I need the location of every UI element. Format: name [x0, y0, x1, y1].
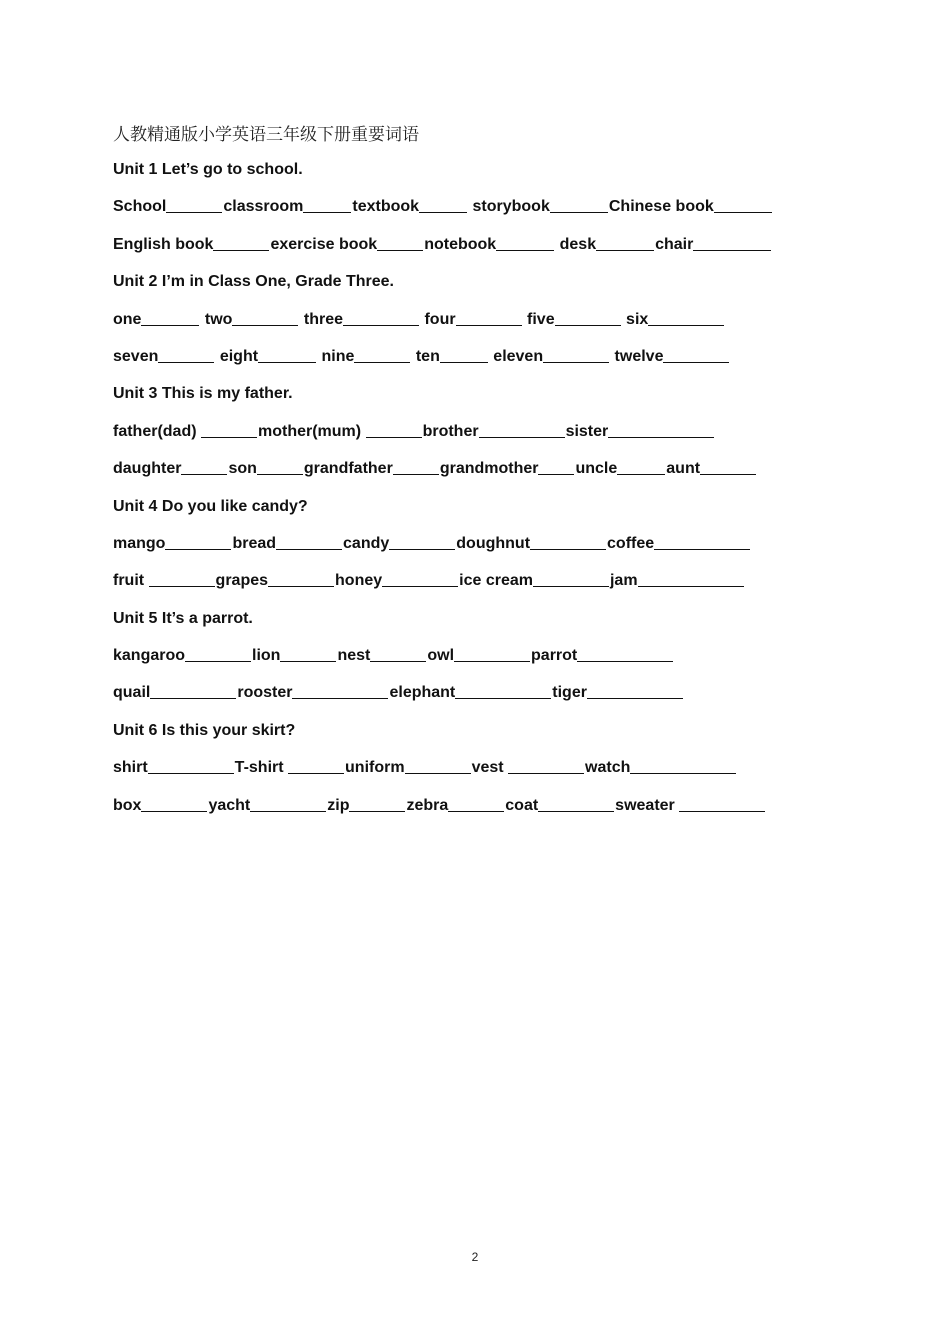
answer-blank[interactable] — [543, 346, 609, 363]
vocabulary-word: kangaroo — [113, 647, 186, 665]
vocabulary-word: textbook — [352, 198, 420, 216]
answer-blank[interactable] — [596, 234, 654, 251]
vocabulary-word: son — [228, 460, 257, 478]
answer-blank[interactable] — [158, 346, 214, 363]
vocabulary-word: coffee — [607, 534, 655, 552]
vocabulary-word: grandmother — [439, 460, 539, 478]
answer-blank[interactable] — [608, 421, 714, 438]
answer-blank[interactable] — [303, 196, 351, 213]
vocabulary-word: five — [522, 310, 555, 328]
vocabulary-word: shirt — [113, 759, 148, 777]
vocabulary-word: grapes — [215, 572, 269, 590]
answer-blank[interactable] — [405, 757, 471, 774]
vocabulary-word: box — [113, 796, 142, 814]
vocabulary-word: elephant — [389, 684, 456, 702]
vocabulary-word: twelve — [610, 347, 664, 365]
vocabulary-word: School — [113, 198, 167, 216]
answer-blank[interactable] — [496, 234, 554, 251]
answer-blank[interactable] — [456, 309, 522, 326]
unit-heading: Unit 3 This is my father. — [113, 385, 293, 403]
vocabulary-word: chair — [655, 235, 694, 253]
answer-blank[interactable] — [448, 795, 504, 812]
vocabulary-word: sister — [565, 422, 609, 440]
answer-blank[interactable] — [181, 458, 227, 475]
page-number: 2 — [471, 1250, 479, 1264]
vocabulary-word: aunt — [666, 460, 701, 478]
answer-blank[interactable] — [479, 421, 565, 438]
vocabulary-word: tiger — [552, 684, 587, 702]
word-row — [113, 342, 813, 379]
vocabulary-word: Chinese book — [608, 198, 714, 216]
answer-blank[interactable] — [150, 682, 236, 699]
vocabulary-word: owl — [427, 647, 455, 665]
vocabulary-word: four — [420, 310, 456, 328]
answer-blank[interactable] — [349, 795, 405, 812]
vocabulary-word: ice cream — [459, 572, 533, 590]
unit-heading: Unit 2 I’m in Class One, Grade Three. — [113, 273, 394, 291]
word-row — [113, 192, 813, 229]
answer-blank[interactable] — [638, 570, 744, 587]
word-row — [113, 529, 813, 566]
answer-blank[interactable] — [538, 795, 614, 812]
vocabulary-word: lion — [252, 647, 281, 665]
answer-blank[interactable] — [141, 795, 207, 812]
answer-blank[interactable] — [166, 196, 222, 213]
vocabulary-word: quail — [113, 684, 151, 702]
answer-blank[interactable] — [617, 458, 665, 475]
answer-blank[interactable] — [292, 682, 388, 699]
vocabulary-word: three — [299, 310, 344, 328]
word-row — [113, 230, 813, 267]
answer-blank[interactable] — [382, 570, 458, 587]
answer-blank[interactable] — [258, 346, 316, 363]
answer-blank[interactable] — [366, 421, 422, 438]
answer-blank[interactable] — [141, 309, 199, 326]
answer-blank[interactable] — [232, 309, 298, 326]
vocabulary-word: yacht — [208, 796, 251, 814]
vocabulary-word: brother — [422, 422, 479, 440]
vocabulary-word: daughter — [113, 460, 182, 478]
vocabulary-word: six — [621, 310, 649, 328]
answer-blank[interactable] — [630, 757, 736, 774]
answer-blank[interactable] — [288, 757, 344, 774]
vocabulary-word: one — [113, 310, 142, 328]
answer-blank[interactable] — [693, 234, 771, 251]
answer-blank[interactable] — [201, 421, 257, 438]
word-row — [113, 566, 813, 603]
vocabulary-word: mango — [113, 534, 166, 552]
vocabulary-word: father(dad) — [113, 422, 201, 440]
word-row — [113, 305, 813, 342]
vocabulary-word: jam — [609, 572, 638, 590]
vocabulary-word: zebra — [406, 796, 449, 814]
vocabulary-word: eleven — [488, 347, 544, 365]
vocabulary-word: parrot — [531, 647, 578, 665]
vocabulary-word: candy — [343, 534, 390, 552]
answer-blank[interactable] — [370, 645, 426, 662]
vocabulary-word: fruit — [113, 572, 149, 590]
unit-heading: Unit 6 Is this your skirt? — [113, 721, 296, 739]
vocabulary-word: vest — [471, 759, 509, 777]
answer-blank[interactable] — [343, 309, 419, 326]
answer-blank[interactable] — [393, 458, 439, 475]
vocabulary-word: uniform — [345, 759, 405, 777]
answer-blank[interactable] — [530, 533, 606, 550]
answer-blank[interactable] — [280, 645, 336, 662]
answer-blank[interactable] — [663, 346, 729, 363]
vocabulary-word: honey — [335, 572, 383, 590]
answer-blank[interactable] — [454, 645, 530, 662]
answer-blank[interactable] — [250, 795, 326, 812]
vocabulary-word: zip — [327, 796, 350, 814]
answer-blank[interactable] — [648, 309, 724, 326]
word-row — [113, 753, 813, 790]
answer-blank[interactable] — [440, 346, 488, 363]
answer-blank[interactable] — [148, 757, 234, 774]
word-row — [113, 678, 813, 715]
answer-blank[interactable] — [389, 533, 455, 550]
vocabulary-word: coat — [505, 796, 539, 814]
vocabulary-word: uncle — [575, 460, 618, 478]
vocabulary-word: rooster — [237, 684, 293, 702]
vocabulary-word: doughnut — [456, 534, 531, 552]
answer-blank[interactable] — [538, 458, 574, 475]
vocabulary-word: classroom — [223, 198, 304, 216]
answer-blank[interactable] — [577, 645, 673, 662]
vocabulary-word: notebook — [424, 235, 497, 253]
answer-blank[interactable] — [213, 234, 269, 251]
word-row — [113, 417, 813, 454]
vocabulary-word: eight — [215, 347, 259, 365]
answer-blank[interactable] — [533, 570, 609, 587]
document-title: 人教精通版小学英语三年级下册重要词语 — [113, 125, 419, 145]
vocabulary-word: storybook — [468, 198, 550, 216]
answer-blank[interactable] — [419, 196, 467, 213]
answer-blank[interactable] — [555, 309, 621, 326]
answer-blank[interactable] — [700, 458, 756, 475]
vocabulary-word: sweater — [615, 796, 680, 814]
answer-blank[interactable] — [714, 196, 772, 213]
answer-blank[interactable] — [377, 234, 423, 251]
word-row — [113, 791, 813, 828]
answer-blank[interactable] — [587, 682, 683, 699]
word-row — [113, 641, 813, 678]
answer-blank[interactable] — [508, 757, 584, 774]
answer-blank[interactable] — [257, 458, 303, 475]
answer-blank[interactable] — [354, 346, 410, 363]
vocabulary-word: T-shirt — [234, 759, 289, 777]
vocabulary-word: ten — [411, 347, 440, 365]
answer-blank[interactable] — [149, 570, 215, 587]
vocabulary-list — [113, 155, 813, 828]
answer-blank[interactable] — [268, 570, 334, 587]
unit-heading: Unit 4 Do you like candy? — [113, 497, 308, 515]
vocabulary-word: watch — [585, 759, 631, 777]
answer-blank[interactable] — [654, 533, 750, 550]
unit-heading: Unit 1 Let’s go to school. — [113, 161, 303, 178]
answer-blank[interactable] — [165, 533, 231, 550]
answer-blank[interactable] — [276, 533, 342, 550]
vocabulary-word: seven — [113, 347, 159, 365]
vocabulary-word: mother(mum) — [258, 422, 366, 440]
vocabulary-word: desk — [555, 235, 597, 253]
answer-blank[interactable] — [455, 682, 551, 699]
vocabulary-word: nine — [317, 347, 355, 365]
vocabulary-word: bread — [232, 534, 277, 552]
vocabulary-word: English book — [113, 235, 214, 253]
vocabulary-word: nest — [337, 647, 371, 665]
vocabulary-word: two — [200, 310, 233, 328]
vocabulary-word: exercise book — [270, 235, 378, 253]
answer-blank[interactable] — [679, 795, 765, 812]
vocabulary-word: grandfather — [303, 460, 393, 478]
answer-blank[interactable] — [185, 645, 251, 662]
word-row — [113, 454, 813, 491]
unit-heading: Unit 5 It’s a parrot. — [113, 609, 253, 627]
answer-blank[interactable] — [550, 196, 608, 213]
